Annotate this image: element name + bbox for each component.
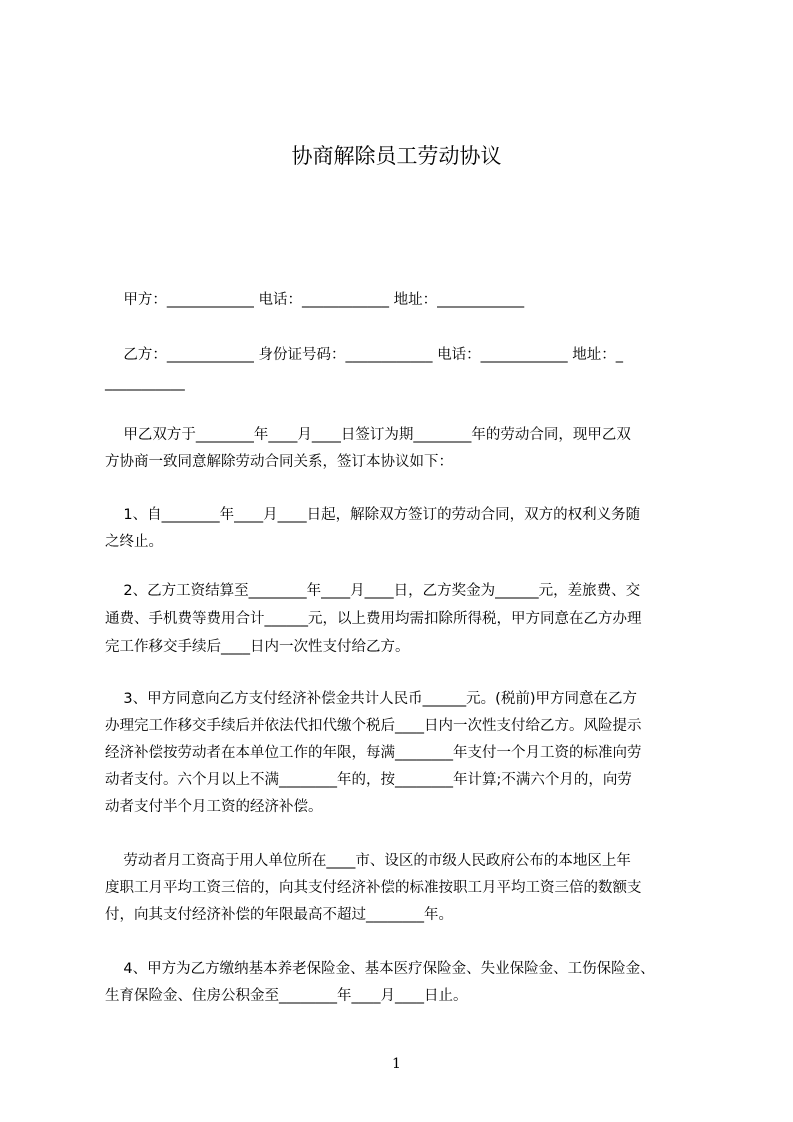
clause-3-line: 3、甲方同意向乙方支付经济补偿金共计人民币______元。(税前)甲方同意在乙方 bbox=[105, 691, 637, 707]
intro-paragraph-line: 方协商一致同意解除劳动合同关系，签订本协议如下： bbox=[105, 454, 453, 470]
clause-3-line: 经济补偿按劳动者在本单位工作的年限，每满________年支付一个月工资的标准向劳 bbox=[105, 745, 642, 761]
party-a-line: 甲方：____________ 电话：____________ 地址：____________ bbox=[105, 292, 525, 308]
compensation-paragraph-line: 劳动者月工资高于用人单位所在____市、设区的市级人民政府公布的本地区上年 bbox=[105, 853, 631, 869]
clause-3-line: 动者支付半个月工资的经济补偿。 bbox=[105, 799, 323, 815]
clause-4-line: 生育保险金、住房公积金至________年____月____日止。 bbox=[105, 988, 468, 1004]
clause-1-line: 1、自________年____月____日起，解除双方签订的劳动合同，双方的权利义务随 bbox=[105, 507, 641, 523]
clause-4-line: 4、甲方为乙方缴纳基本养老保险金、基本医疗保险金、失业保险金、工伤保险金、 bbox=[105, 961, 655, 977]
intro-paragraph-line: 甲乙双方于________年____月____日签订为期________年的劳动合同，现甲乙双 bbox=[105, 427, 631, 443]
clause-2-line: 通费、手机费等费用合计______元，以上费用均需扣除所得税，甲方同意在乙方办理 bbox=[105, 611, 642, 627]
page-title: 协商解除员工劳动协议 bbox=[291, 144, 502, 168]
clause-1-line: 之终止。 bbox=[105, 534, 163, 550]
clause-2-line: 2、乙方工资结算至________年____月____日，乙方奖金为______元，差旅费、交 bbox=[105, 583, 641, 599]
party-b-line: 乙方：____________ 身份证号码：____________ 电话：____________ 地址：_ bbox=[105, 347, 624, 363]
page-number: 1 bbox=[392, 1056, 401, 1072]
clause-3-line: 动者支付。六个月以上不满________年的，按________年计算;不满六个月的，向劳 bbox=[105, 772, 632, 788]
clause-3-line: 办理完工作移交手续后并依法代扣代缴个税后____日内一次性支付给乙方。风险提示 bbox=[105, 718, 642, 734]
clause-2-line: 完工作移交手续后____日内一次性支付给乙方。 bbox=[105, 639, 410, 655]
compensation-paragraph-line: 度职工月平均工资三倍的，向其支付经济补偿的标准按职工月平均工资三倍的数额支 bbox=[105, 880, 642, 896]
compensation-paragraph-line: 付，向其支付经济补偿的年限最高不超过________年。 bbox=[105, 907, 453, 923]
party-b-line-cont: ___________ bbox=[105, 375, 185, 391]
